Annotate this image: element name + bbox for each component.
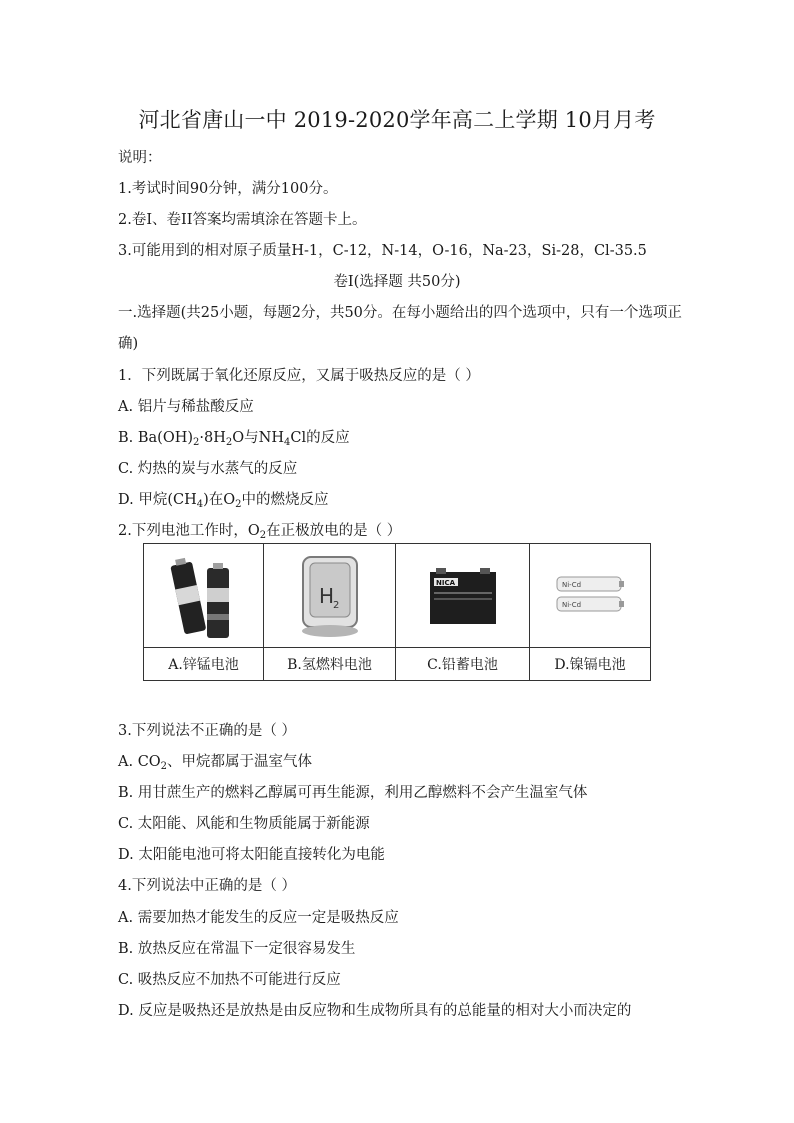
q1-option-b: B. $Ba(OH)_2\cdot 8H_2O$与$NH_4Cl$的反应 bbox=[118, 430, 350, 448]
note-item-3: 3.可能用到的相对原子质量H-1，C-12，N-14，O-16，Na-23，Si-28，Cl-35.5 bbox=[118, 243, 647, 259]
lead-acid-battery-cell bbox=[396, 544, 530, 648]
note-item-1: 1.考试时间90分钟，满分100分。 bbox=[118, 181, 338, 197]
q3-option-b: B. 用甘蔗生产的燃料乙醇属可再生能源，利用乙醇燃料不会产生温室气体 bbox=[118, 785, 588, 801]
q2-option-b: B.氢燃料电池 bbox=[264, 648, 396, 681]
hydrogen-fuel-cell-image bbox=[297, 553, 363, 639]
nickel-cadmium-battery-cell bbox=[530, 544, 651, 648]
q1-option-c: C. 灼热的炭与水蒸气的反应 bbox=[118, 461, 298, 477]
svg-text:Ni-Cd: Ni-Cd bbox=[562, 580, 582, 589]
nickel-cadmium-battery-image bbox=[553, 571, 627, 621]
exam-title: 河北省唐山一中 2019-2020学年高二上学期 10月月考 bbox=[138, 108, 656, 132]
battery-options-table bbox=[143, 543, 651, 681]
q3-stem: 3.下列说法不正确的是（ ） bbox=[118, 723, 296, 739]
q4-option-c: C. 吸热反应不加热不可能进行反应 bbox=[118, 972, 341, 988]
zinc-manganese-battery-image bbox=[169, 552, 239, 640]
section-instruction-line-2: 确) bbox=[118, 336, 139, 352]
lead-acid-battery-image bbox=[428, 566, 498, 626]
hydrogen-fuel-cell-cell bbox=[264, 544, 396, 648]
q2-option-d: D.镍镉电池 bbox=[530, 648, 651, 681]
q2-option-c: C.铅蓄电池 bbox=[396, 648, 530, 681]
section-instruction-line-1: 一.选择题(共25小题，每题2分，共50分。在每小题给出的四个选项中，只有一个选项正 bbox=[118, 305, 682, 321]
section-title: 卷Ⅰ(选择题 共50分) bbox=[333, 274, 461, 290]
q1-option-d: D. 甲烷$(CH_4)$在$O_2$中的燃烧反应 bbox=[118, 492, 329, 510]
svg-text:2: 2 bbox=[332, 599, 339, 611]
notes-heading: 说明： bbox=[118, 150, 162, 166]
note-item-2: 2.卷Ⅰ、卷II答案均需填涂在答题卡上。 bbox=[118, 212, 367, 228]
q3-option-a: A. $CO_2$、甲烷都属于温室气体 bbox=[118, 754, 313, 772]
svg-text:Ni-Cd: Ni-Cd bbox=[562, 600, 582, 609]
q4-stem: 4.下列说法中正确的是（ ） bbox=[118, 878, 296, 894]
q2-stem: 2.下列电池工作时，$O_2$在正极放电的是（ ） bbox=[118, 523, 402, 541]
q1-option-a: A. 铝片与稀盐酸反应 bbox=[118, 399, 254, 415]
q3-option-d: D. 太阳能电池可将太阳能直接转化为电能 bbox=[118, 847, 385, 863]
zinc-manganese-battery-cell bbox=[144, 544, 264, 648]
q3-option-c: C. 太阳能、风能和生物质能属于新能源 bbox=[118, 816, 370, 832]
q4-option-b: B. 放热反应在常温下一定很容易发生 bbox=[118, 941, 356, 957]
q4-option-d: D. 反应是吸热还是放热是由反应物和生成物所具有的总能量的相对大小而决定的 bbox=[118, 1003, 632, 1019]
q4-option-a: A. 需要加热才能发生的反应一定是吸热反应 bbox=[118, 910, 399, 926]
svg-text:H: H bbox=[318, 583, 334, 608]
q2-option-a: A.锌锰电池 bbox=[144, 648, 264, 681]
q1-stem: 1．下列既属于氧化还原反应，又属于吸热反应的是（ ） bbox=[118, 368, 480, 384]
svg-text:NICA: NICA bbox=[435, 578, 455, 587]
